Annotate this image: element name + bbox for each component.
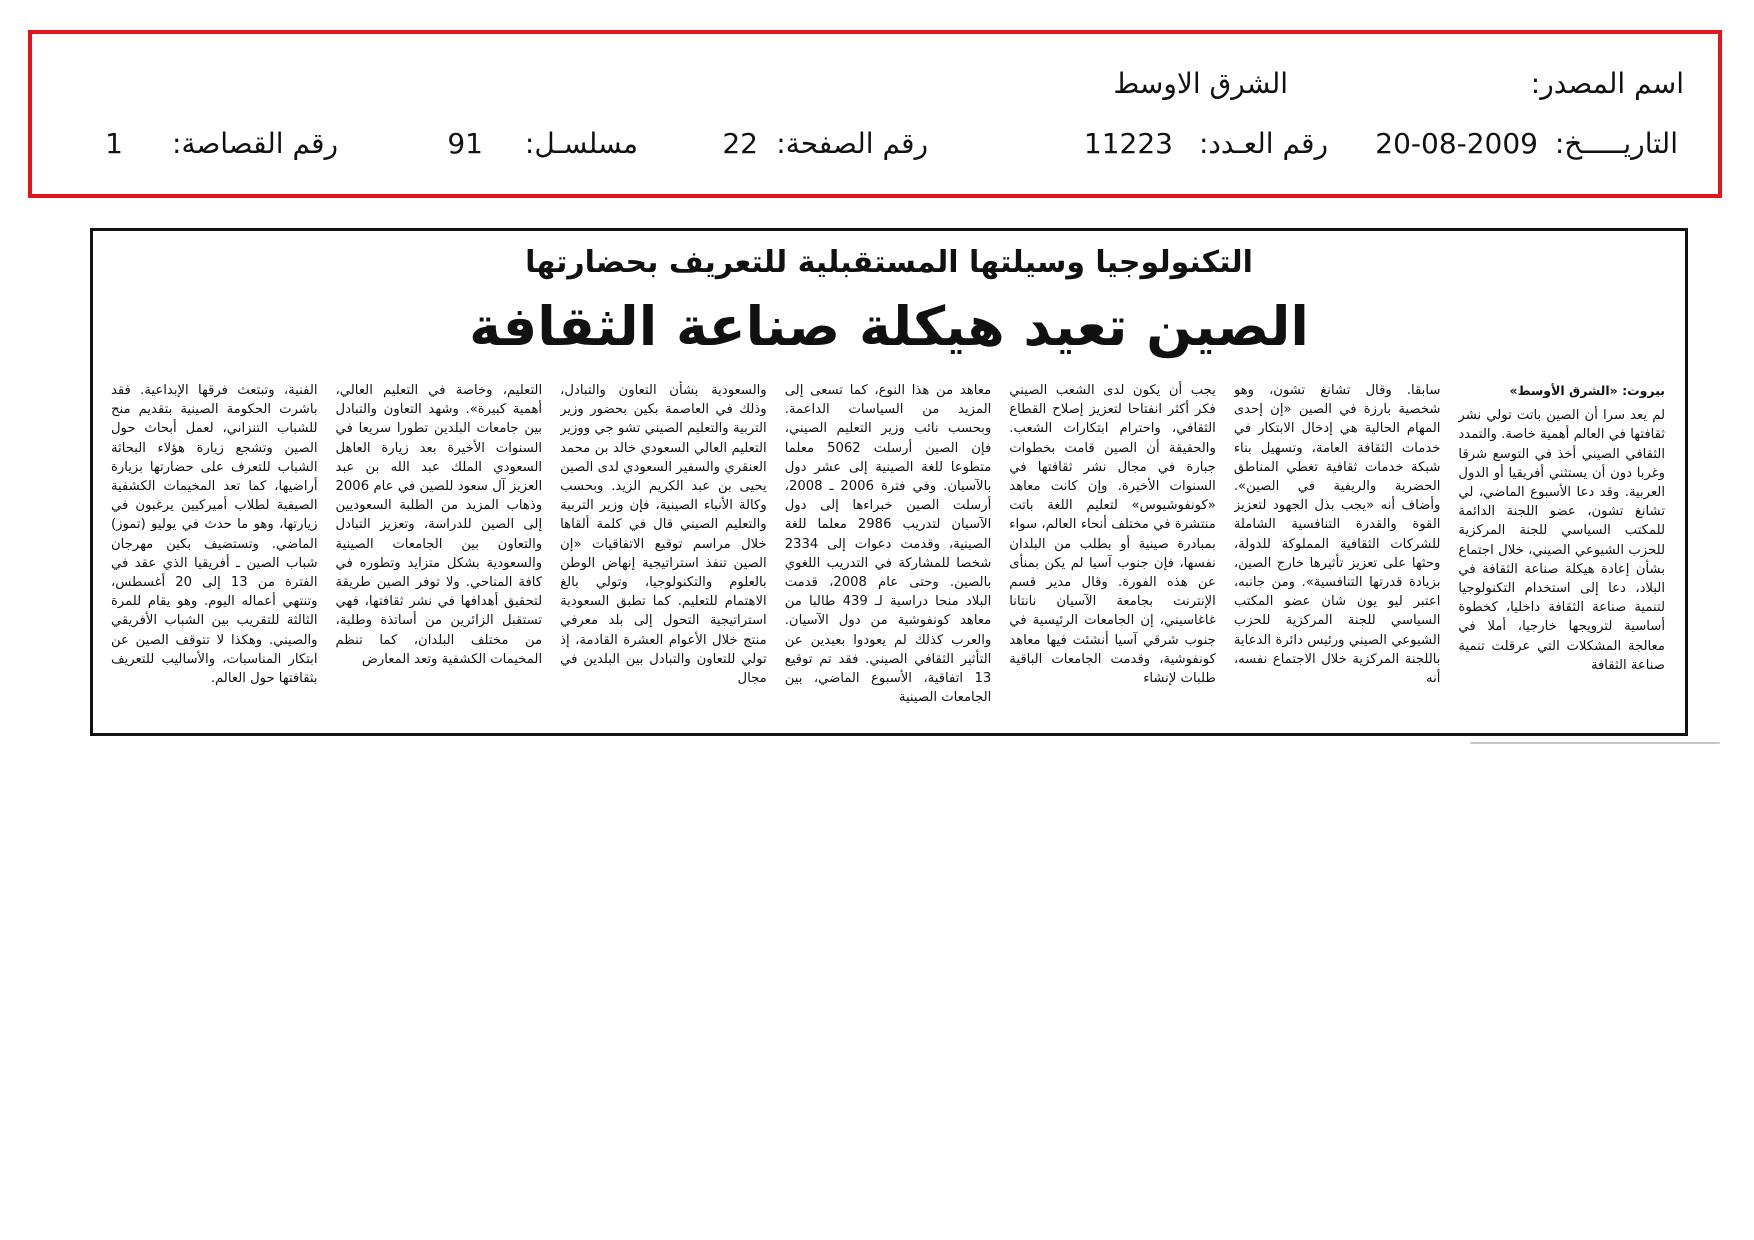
article-kicker: التكنولوجيا وسيلتها المستقبلية للتعريف بحضارتها [525, 245, 1253, 280]
source-value: الشرق الاوسط [1113, 67, 1288, 100]
scan-artifact-line [1470, 742, 1720, 744]
date-value: 20-08-2009 [1375, 127, 1538, 160]
column-text: يجب أن يكون لدى الشعب الصيني فكر أكثر انفتاحا لتعزيز إصلاح القطاع الثقافي، واحترام ابتكارات الشعب. والحقيقة أن الصين قامت بخطوات جبارة في مجال نشر ثقافتها في السنوات الأخيرة. وإن كانت معاهد «كونفوشيوس» لتعليم اللغة باتت منتشرة في مختلف أنحاء العالم، سواء بمبادرة صينية أو بطلب من البلدان نفسها، فإن جنوب آسيا لم يكن بمنأى عن هذه الفورة. وقال مدير قسم الإنترنت بجامعة الآسيان نانتانا غاغاسيني، إن الجامعات الرئيسية في جنوب شرقي آسيا أنشئت فيها معاهد كونفوشية، وقدمت الجامعات الباقية طلبات لإنشاء [1009, 383, 1216, 687]
article-column-2 [1234, 381, 1441, 719]
page-value: 22 [722, 127, 758, 160]
article-column-7 [111, 381, 318, 719]
column-text: الفنية، وتبتعث فرقها الإبداعية. فقد باشرت الحكومة الصينية بتقديم منح للشباب التنزاني، لعمل أبحاث حول الصين وتشجع زيارة هؤلاء البحاثة الشباب للتعرف على حضارتها بزيارة أراضيها، كما تعد المخيمات الكشفية الصيفية لطلاب أميركيين يرغبون في زيارتها، وهو ما حدث في يوليو (تموز) الماضي. وتستضيف بكين مهرجان شباب الصين ـ أفريقيا الذي عقد في الفترة من 13 إلى 20 أغسطس، وتنتهي أعماله اليوم. وهو يقام للمرة الثالثة للتقريب بين الشباب الأفريقي والصيني. وهكذا لا تتوقف الصين عن ابتكار المناسبات، والأساليب للتعريف بثقافتها حول العالم. [110, 383, 318, 687]
clipping-metadata-box [28, 30, 1722, 198]
article-column-4 [785, 381, 992, 719]
column-text: لم يعد سرا أن الصين باتت تولي نشر ثقافتها في العالم أهمية خاصة. والتمدد الثقافي الصيني أخذ في التوسع شرقا وغربا دون أن يستثني أفريقيا أو الدول العربية. وقد دعا الأسبوع الماضي، لي تشانغ تشون، عضو اللجنة الدائمة للمكتب السياسي للجنة المركزية للحزب الشيوعي الصيني، خلال اجتماع بشأن إعادة هيكلة صناعة الثقافة في البلاد، دعا إلى استخدام التكنولوجيا لتنمية صناعة الثقافة داخليا، كخطوة أساسية لترويجها خارجيا، أملا في معالجة المشكلات التي عرقلت تنمية صناعة الثقافة [1458, 408, 1665, 673]
source-label: اسم المصدر: [1530, 67, 1684, 100]
newspaper-article [90, 228, 1688, 736]
article-column-3 [1009, 381, 1216, 719]
article-columns [111, 381, 1665, 719]
date-label: التاريـــــخ: [1554, 127, 1678, 160]
column-text: معاهد من هذا النوع، كما تسعى إلى المزيد من السياسات الداعمة. وبحسب نائب وزير التعليم الصيني، فإن الصين أرسلت 5062 معلما متطوعا للغة الصينية إلى عشر دول بالآسيان. وفي فترة 2006 ـ 2008، أرسلت الصين خبراءها إلى دول الآسيان لتدريب 2986 معلما للغة الصينية، وقدمت دعوات إلى 2334 شخصا للمشاركة في التدريب اللغوي بالصين. وحتى عام 2008، قدمت البلاد منحا دراسية لـ 439 طالبا من معاهد كونفوشية من دول الآسيان. والعرب كذلك لم يعودوا بعيدين عن التأثير الثقافي الصيني. فقد تم توقيع 13 اتفاقية، الأسبوع الماضي، بين الجامعات الصينية [784, 383, 992, 706]
metadata-row-details [32, 122, 1718, 166]
metadata-row-source [32, 62, 1718, 106]
article-column-6 [336, 381, 543, 719]
serial-value: 91 [447, 127, 483, 160]
issue-label: رقم العـدد: [1198, 127, 1328, 160]
article-column-1 [1458, 381, 1665, 719]
article-headline: الصين تعيد هيكلة صناعة الثقافة [469, 295, 1309, 358]
page-label: رقم الصفحة: [776, 127, 928, 160]
clip-label: رقم القصاصة: [172, 127, 338, 160]
column-text: سابقا. وقال تشانغ تشون، وهو شخصية بارزة في الصين «إن إحدى المهام الحالية هي إدخال الابتكار في خدمات الثقافة العامة، وتسهيل بناء شبكة خدمات ثقافية تغطي المناطق الحضرية والريفية في الصين». وأضاف أنه «يجب بذل الجهود لتعزيز القوة والقدرة التنافسية الشاملة للشركات الثقافية المملوكة للدولة، وحثها على تعزيز تأثيرها خارج الصين، بزيادة قدرتها التنافسية». ومن جانبه، اعتبر ليو يون شان عضو المكتب السياسي للجنة المركزية للحزب الشيوعي الصيني ورئيس دائرة الدعاية باللجنة المركزية خلال الاجتماع نفسه، أنه [1233, 383, 1441, 687]
clip-value: 1 [105, 127, 123, 160]
article-column-5 [560, 381, 767, 719]
issue-value: 11223 [1083, 127, 1173, 160]
article-dateline: بيروت: «الشرق الأوسط» [1509, 383, 1665, 398]
column-text: والسعودية بشأن التعاون والتبادل، وذلك في العاصمة بكين بحضور وزير التربية والتعليم الصيني تشو جي ووزير التعليم العالي السعودي خالد بن محمد العنقري والسفير السعودي لدى الصين يحيى بن عبد الكريم الزيد. وبحسب وكالة الأنباء الصينية، فإن وزير التربية والتعليم الصيني قال في كلمة ألقاها خلال مراسم توقيع الاتفاقيات «إن الصين تنفذ استراتيجية إنهاض الوطن بالعلوم والتكنولوجيا، وتولي بالغ الاهتمام للتعليم. كما تطبق السعودية استراتيجية التحول إلى بلد معرفي منتج خلال الأعوام العشرة القادمة، إذ تولي للتعاون والتبادل بين البلدين في مجال [560, 383, 767, 687]
serial-label: مسلسـل: [524, 127, 638, 160]
column-text: التعليم، وخاصة في التعليم العالي، أهمية كبيرة». وشهد التعاون والتبادل بين جامعات البلدين تطورا سريعا في السنوات الأخيرة بعد زيارة العاهل السعودي الملك عبد الله بن عبد العزيز آل سعود للصين في عام 2006 وذهاب المزيد من الطلبة السعوديين إلى الصين للدراسة، وتعزيز التبادل والتعاون بين الجامعات الصينية والسعودية بشكل متزايد وتطوره في كافة المناحي. ولا توفر الصين طريقة لتحقيق أهدافها في نشر ثقافتها، فهي تستقبل الزائرين من أساتذة وطلبة، من مختلف البلدان، كما تنظم المخيمات الكشفية وتعد المعارض [335, 383, 543, 667]
